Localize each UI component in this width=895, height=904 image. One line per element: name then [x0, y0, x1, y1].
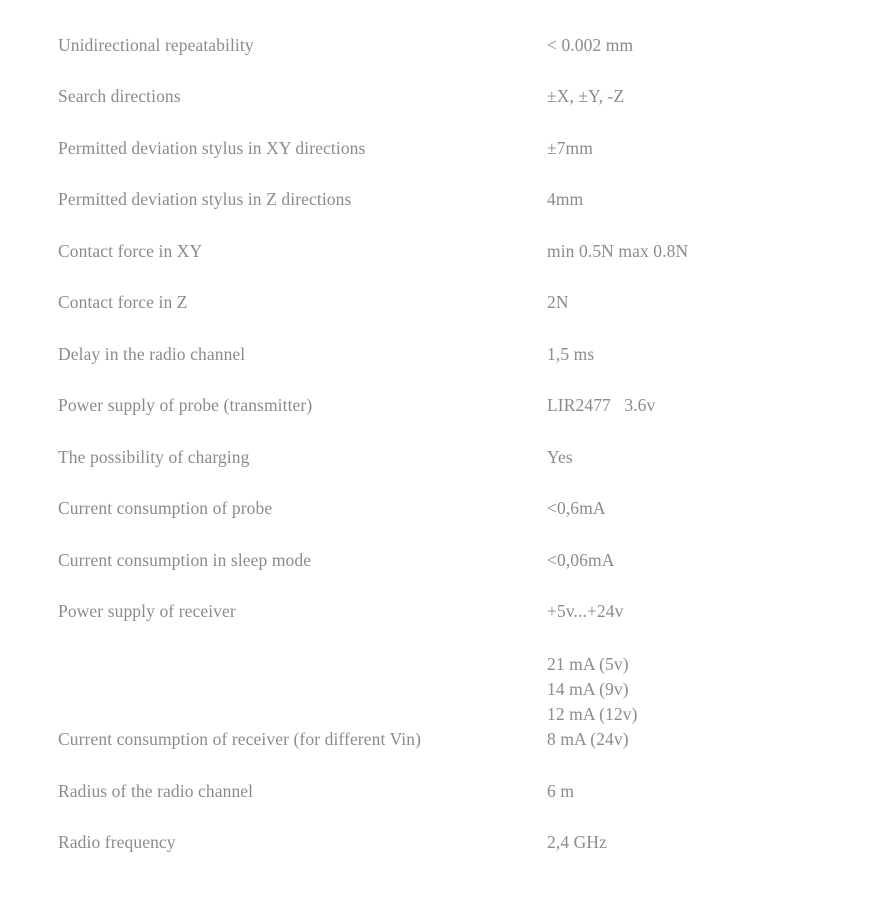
spec-value: 2N [547, 292, 569, 312]
spec-value: min 0.5N max 0.8N [547, 240, 689, 261]
spec-value: 6 m [547, 780, 575, 801]
spec-value: <0,6mA [547, 498, 606, 518]
spec-label: Power supply of probe (transmitter) [58, 395, 313, 415]
spec-row [0, 315, 895, 367]
spec-label: Current consumption of probe [58, 498, 273, 518]
spec-label: Current consumption in sleep mode [58, 549, 312, 570]
spec-label: Search directions [58, 86, 181, 106]
spec-label: Radius of the radio channel [58, 780, 254, 801]
spec-row [0, 161, 895, 213]
spec-label: Unidirectional repeatability [58, 34, 254, 55]
spec-label: Current consumption of receiver (for different Vin) [58, 729, 422, 749]
spec-row [0, 6, 895, 58]
spec-label: Contact force in Z [58, 292, 188, 312]
spec-row [0, 58, 895, 110]
spec-label: The possibility of charging [58, 446, 250, 467]
spec-label: Permitted deviation stylus in Z directions [58, 189, 352, 209]
spec-value: < 0.002 mm [547, 34, 634, 55]
spec-value: LIR2477 3.6v [547, 395, 656, 415]
spec-row [0, 264, 895, 316]
spec-row [0, 470, 895, 522]
spec-row [0, 109, 895, 161]
spec-row [0, 624, 895, 752]
spec-label: Contact force in XY [58, 240, 203, 261]
spec-value: Yes [547, 446, 573, 467]
spec-value-line: 8 mA (24v) [547, 729, 629, 749]
spec-value: ±X, ±Y, -Z [547, 86, 625, 106]
spec-row [0, 521, 895, 573]
spec-row [0, 573, 895, 625]
spec-row [0, 212, 895, 264]
spec-label: Delay in the radio channel [58, 343, 246, 364]
spec-value: +5v...+24v [547, 601, 624, 621]
spec-label: Permitted deviation stylus in XY directions [58, 137, 366, 158]
spec-value-line: 14 mA (9v) [547, 679, 629, 699]
spec-label: Radio frequency [58, 832, 176, 852]
spec-label: Power supply of receiver [58, 601, 236, 621]
spec-row [0, 367, 895, 419]
spec-value-line: 21 mA (5v) [547, 654, 629, 674]
spec-value: ±7mm [547, 137, 593, 158]
spec-value-line: 12 mA (12v) [547, 704, 638, 724]
spec-value: <0,06mA [547, 549, 615, 570]
spec-value: 4mm [547, 189, 584, 209]
spec-value [547, 652, 895, 752]
spec-row [0, 418, 895, 470]
spec-value: 2,4 GHz [547, 832, 607, 852]
spec-value: 1,5 ms [547, 343, 595, 364]
spec-row [0, 804, 895, 856]
spec-row [0, 752, 895, 804]
